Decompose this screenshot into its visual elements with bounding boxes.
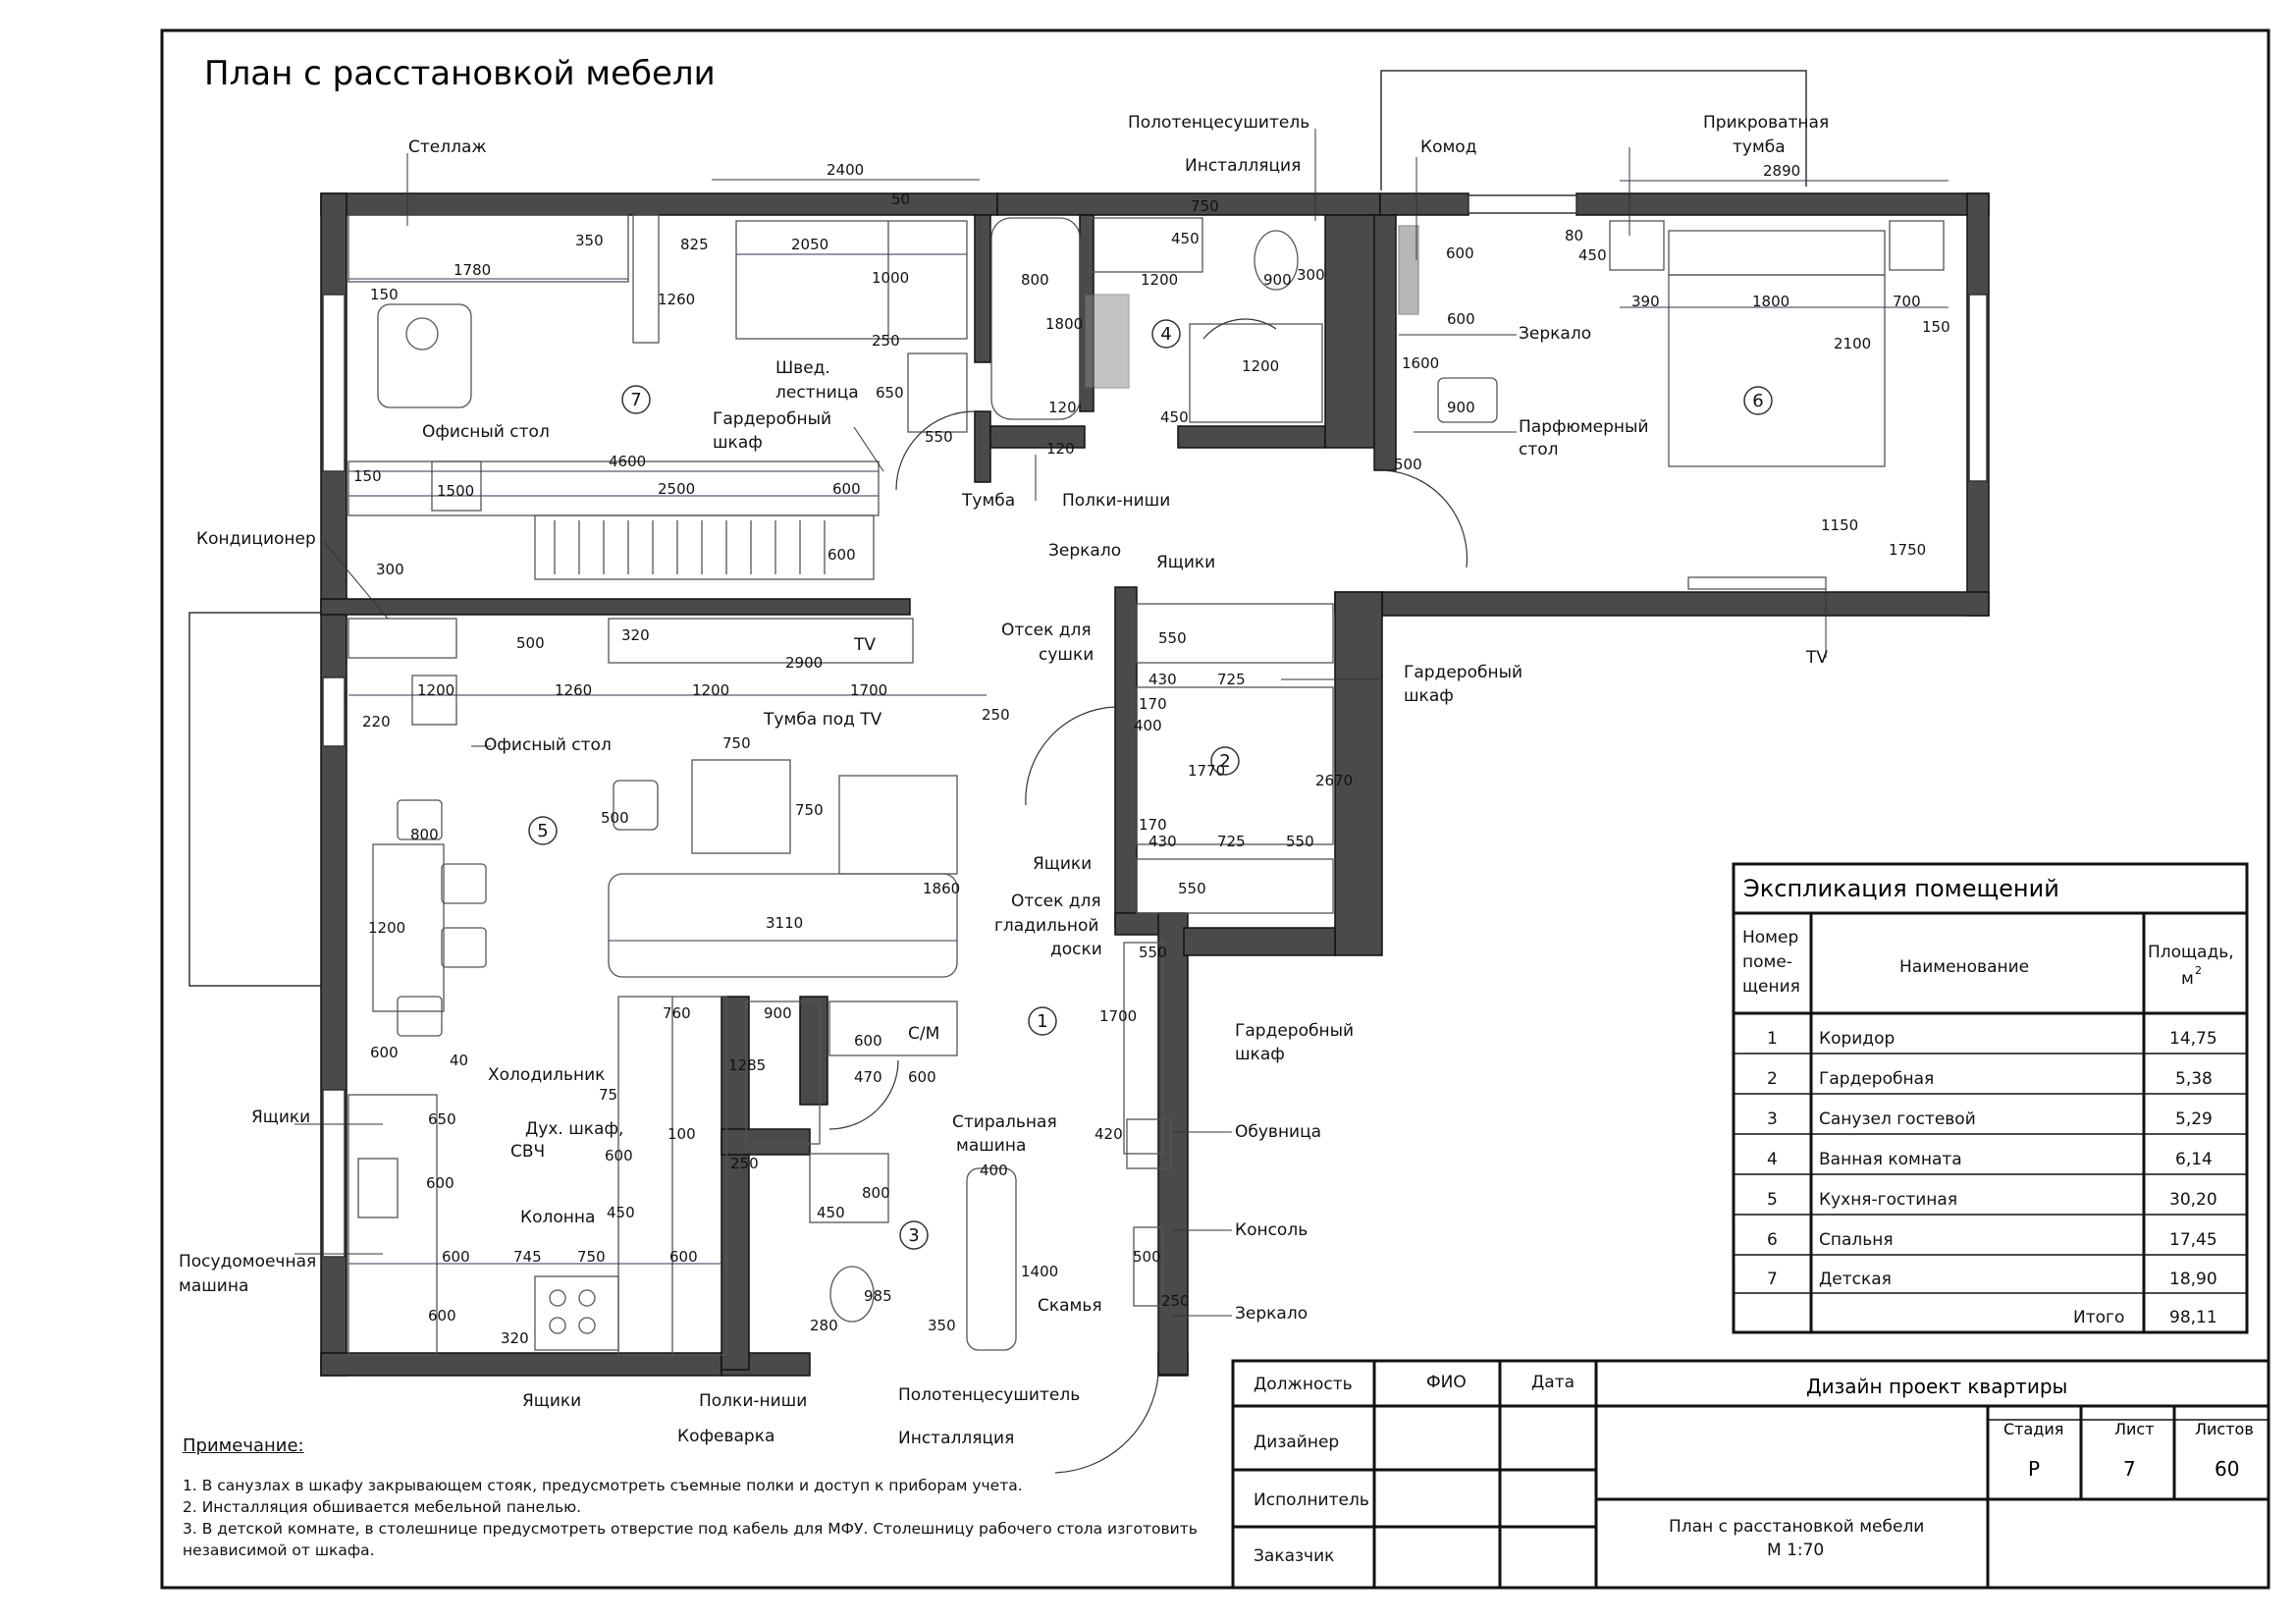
dim-label: 600	[605, 1147, 633, 1164]
explication-title: Экспликация помещений	[1743, 875, 2059, 902]
label-swedish-ladder-2: лестница	[775, 383, 859, 403]
room-markers	[529, 320, 1772, 1249]
dim-label: 750	[795, 801, 824, 819]
dim-label: 1260	[555, 681, 593, 699]
dim-label: 600	[442, 1248, 470, 1266]
room-2-number: 2	[1219, 751, 1231, 772]
dim-label: 750	[722, 734, 751, 752]
label-installation-top: Инсталляция	[1185, 156, 1302, 176]
explication-row-num: 3	[1767, 1109, 1778, 1129]
label-wardrobe7-2: шкаф	[713, 433, 763, 453]
label-ironing-1: Отсек для	[1011, 892, 1101, 911]
dim-label: 1860	[923, 880, 961, 897]
label-bench: Скамья	[1038, 1296, 1102, 1316]
dim-label: 450	[817, 1204, 845, 1221]
dim-label: 120	[1046, 440, 1075, 458]
dim-label: 600	[426, 1174, 454, 1192]
label-wardrobe1-2: шкаф	[1235, 1045, 1285, 1064]
explication-col-num-1: Номер	[1742, 928, 1799, 947]
tb-header-sheets: Листов	[2195, 1420, 2254, 1438]
explication-row-name: Санузел гостевой	[1819, 1109, 1976, 1129]
dim-label: 1780	[454, 261, 492, 279]
label-mirror-4: Зеркало	[1048, 541, 1122, 561]
explication-total-label: Итого	[2073, 1308, 2125, 1327]
tb-col-date: Дата	[1531, 1373, 1575, 1392]
dim-label: 1200	[417, 681, 455, 699]
dim-label: 825	[680, 236, 709, 253]
explication-row-num: 2	[1767, 1069, 1778, 1089]
explication-row-num: 5	[1767, 1190, 1778, 1210]
label-drawers-corridor: Ящики	[1156, 553, 1216, 572]
dim-label: 450	[1578, 246, 1607, 264]
dim-label: 2500	[658, 480, 696, 498]
label-wardrobe2-1: Гардеробный	[1404, 663, 1523, 682]
furniture	[348, 215, 1944, 1355]
explication-row-area: 30,20	[2169, 1190, 2217, 1210]
dim-label: 420	[1095, 1125, 1123, 1143]
room-1-number: 1	[1037, 1011, 1048, 1032]
label-drying-1: Отсек для	[1001, 621, 1092, 640]
label-shelves-3: Полки-ниши	[699, 1391, 808, 1411]
tb-role-client: Заказчик	[1254, 1546, 1335, 1566]
explication-col-area-sup: 2	[2195, 964, 2202, 977]
room-4-number: 4	[1160, 324, 1172, 345]
label-perfume-2: стол	[1519, 440, 1559, 460]
dim-label: 280	[810, 1317, 838, 1334]
dim-label: 400	[980, 1162, 1008, 1179]
dim-label: 220	[362, 713, 391, 730]
callouts	[179, 113, 1829, 1448]
dim-label: 320	[501, 1329, 529, 1347]
dim-label: 1800	[1045, 315, 1084, 333]
label-oven-1: Дух. шкаф,	[525, 1119, 624, 1139]
dim-label: 800	[862, 1184, 890, 1202]
dim-label: 450	[1160, 408, 1189, 426]
dim-label: 600	[669, 1248, 698, 1266]
label-drawers-2: Ящики	[1033, 854, 1093, 874]
tb-role-designer: Дизайнер	[1254, 1433, 1340, 1452]
tb-sheet: 7	[2123, 1457, 2136, 1481]
dim-label: 760	[663, 1004, 691, 1022]
label-bedside-2: тумба	[1733, 137, 1786, 157]
note-item: 3. В детской комнате, в столешнице предусмотреть отверстие под кабель для МФУ. Столешницу рабочего стола изготовить независимой от шкафа.	[183, 1520, 1198, 1559]
dim-label: 3110	[766, 914, 804, 932]
dim-label: 1600	[1402, 354, 1440, 372]
dim-label: 150	[353, 467, 382, 485]
dim-label: 450	[607, 1204, 635, 1221]
tb-stage: Р	[2028, 1457, 2041, 1481]
dim-label: 1260	[658, 291, 696, 308]
label-wardrobe2-2: шкаф	[1404, 686, 1454, 706]
explication-row-area: 5,38	[2175, 1069, 2213, 1089]
explication-row-area: 18,90	[2169, 1270, 2217, 1289]
explication-col-num-3: щения	[1742, 977, 1800, 997]
dim-label: 700	[1893, 293, 1921, 310]
label-tv-stand: Тумба под TV	[764, 710, 882, 730]
dim-label: 350	[928, 1317, 956, 1334]
explication-row-name: Ванная комната	[1819, 1150, 1962, 1169]
tb-header-stage: Стадия	[2003, 1420, 2064, 1438]
notes-block	[183, 1435, 1223, 1561]
dim-label: 250	[982, 706, 1010, 724]
dim-label: 150	[1922, 318, 1950, 336]
dim-label: 1800	[1752, 293, 1790, 310]
label-tv-5: TV	[854, 635, 877, 655]
dim-label: 2670	[1315, 772, 1354, 789]
tb-drawing-name: План с расстановкой мебели	[1669, 1517, 1925, 1537]
label-perfume-1: Парфюмерный	[1519, 417, 1649, 437]
explication-row-num: 7	[1767, 1270, 1778, 1289]
dim-label: 350	[575, 232, 604, 249]
label-installation-bottom: Инсталляция	[898, 1429, 1015, 1448]
dim-label: 1500	[437, 482, 475, 500]
dim-label: 650	[428, 1110, 456, 1128]
dim-label: 1200	[692, 681, 730, 699]
explication-row-name: Спальня	[1819, 1230, 1894, 1250]
dim-label: 320	[621, 626, 650, 644]
dim-label: 600	[1446, 244, 1474, 262]
dim-label: 650	[876, 384, 904, 402]
explication-row-num: 1	[1767, 1029, 1778, 1049]
dim-label: 80	[1565, 227, 1584, 244]
dim-label: 400	[1134, 717, 1162, 734]
dim-label: 500	[1394, 456, 1422, 473]
dim-label: 800	[410, 826, 439, 843]
dim-label: 900	[1263, 271, 1292, 289]
label-oven-2: СВЧ	[510, 1142, 546, 1162]
label-towel-dryer-bottom: Полотенцесушитель	[898, 1385, 1081, 1405]
dim-label: 985	[864, 1287, 892, 1305]
dim-label: 2100	[1834, 335, 1872, 352]
dim-label: 1700	[1099, 1007, 1138, 1025]
dim-label: 1200	[1141, 271, 1179, 289]
dim-label: 550	[1139, 944, 1167, 961]
dim-label: 300	[1297, 266, 1325, 284]
room-6-number: 6	[1752, 391, 1764, 411]
dim-label: 300	[376, 561, 404, 578]
balcony-outline	[189, 613, 322, 986]
label-washer-2: машина	[956, 1136, 1027, 1156]
explication-col-name: Наименование	[1899, 957, 2030, 977]
dim-label: 250	[1161, 1292, 1190, 1310]
label-drawers-bottom: Ящики	[522, 1391, 582, 1411]
dim-label: 800	[1021, 271, 1049, 289]
dim-label: 1700	[850, 681, 888, 699]
label-washer-1: Стиральная	[952, 1112, 1057, 1132]
label-shoe-cabinet: Обувница	[1235, 1122, 1322, 1142]
explication-row-name: Детская	[1819, 1270, 1892, 1289]
explication-row-num: 4	[1767, 1150, 1778, 1169]
dim-label: 2050	[791, 236, 829, 253]
dim-label: 750	[1191, 197, 1219, 215]
dim-label: 550	[1286, 833, 1314, 850]
dim-label: 500	[601, 809, 629, 827]
tb-col-fio: ФИО	[1426, 1373, 1467, 1392]
label-ironing-3: доски	[1050, 940, 1102, 959]
notes-title: Примечание:	[183, 1435, 304, 1456]
dim-label: 600	[1447, 310, 1475, 328]
dim-label: 1770	[1188, 762, 1226, 780]
dim-label: 600	[854, 1032, 882, 1050]
label-shelves-4: Полки-ниши	[1062, 491, 1171, 511]
dim-label: 150	[370, 286, 399, 303]
label-drawers-kitchen: Ящики	[251, 1108, 311, 1127]
dim-label: 1285	[728, 1056, 767, 1074]
explication-col-area-1: Площадь,	[2148, 943, 2234, 962]
label-wardrobe7-1: Гардеробный	[713, 409, 832, 429]
label-tv-6: TV	[1806, 648, 1829, 668]
tb-drawing-scale: М 1:70	[1767, 1541, 1825, 1560]
label-bedside-1: Прикроватная	[1703, 113, 1830, 133]
dim-label: 550	[1178, 880, 1206, 897]
label-dishwasher-1: Посудомоечная	[179, 1252, 317, 1271]
room-7-number: 7	[630, 390, 642, 410]
explication-total-value: 98,11	[2169, 1308, 2217, 1327]
explication-row-area: 14,75	[2169, 1029, 2217, 1049]
room-5-number: 5	[537, 821, 549, 841]
room-3-number: 3	[908, 1225, 920, 1246]
label-coffee-machine: Кофеварка	[677, 1427, 775, 1446]
label-air-conditioner: Кондиционер	[196, 529, 316, 549]
dim-label: 40	[450, 1052, 469, 1069]
explication-table	[1734, 864, 2247, 1332]
label-mirror-1: Зеркало	[1235, 1304, 1308, 1324]
dim-label: 750	[577, 1248, 606, 1266]
explication-col-num-2: поме-	[1742, 952, 1792, 972]
title-block	[1233, 1361, 2269, 1588]
dim-label: 1000	[872, 269, 910, 287]
dim-label: 1400	[1021, 1263, 1059, 1280]
label-swedish-ladder-1: Швед.	[775, 358, 830, 378]
dim-label: 725	[1217, 671, 1246, 688]
note-item: 2. Инсталляция обшивается мебельной панелью.	[183, 1498, 582, 1516]
label-washer-mark: С/М	[908, 1024, 940, 1044]
dim-label: 450	[1171, 230, 1200, 247]
dim-label: 4600	[609, 453, 647, 470]
dim-label: 550	[925, 428, 953, 446]
label-wardrobe1-1: Гардеробный	[1235, 1021, 1355, 1041]
dim-label: 600	[908, 1068, 936, 1086]
dim-label: 1750	[1889, 541, 1927, 559]
leader-lines	[294, 129, 1829, 1316]
label-stellazh: Стеллаж	[408, 137, 487, 157]
explication-col-area-2: м	[2181, 969, 2194, 989]
dim-label: 1200	[368, 919, 406, 937]
dim-label: 75	[599, 1086, 618, 1104]
tb-header-sheet: Лист	[2114, 1420, 2155, 1438]
dim-label: 120	[1048, 399, 1077, 416]
explication-row-area: 6,14	[2175, 1150, 2213, 1169]
explication-row-name: Гардеробная	[1819, 1069, 1935, 1089]
tb-role-executor: Исполнитель	[1254, 1490, 1369, 1510]
label-dishwasher-2: машина	[179, 1276, 249, 1296]
explication-row-name: Коридор	[1819, 1029, 1896, 1049]
explication-row-name: Кухня-гостиная	[1819, 1190, 1958, 1210]
dim-label: 50	[891, 190, 911, 208]
dim-label: 1150	[1821, 516, 1859, 534]
label-tumba-4: Тумба	[962, 491, 1016, 511]
dim-label: 600	[828, 546, 856, 564]
dim-label: 900	[1447, 399, 1475, 416]
explication-row-num: 6	[1767, 1230, 1778, 1250]
label-mirror-6: Зеркало	[1519, 324, 1592, 344]
tb-project-name: Дизайн проект квартиры	[1806, 1375, 2068, 1398]
dim-label: 390	[1631, 293, 1660, 310]
tb-sheets: 60	[2215, 1457, 2240, 1481]
explication-row-area: 17,45	[2169, 1230, 2217, 1250]
note-item: 1. В санузлах в шкафу закрывающем стояк, предусмотреть съемные полки и доступ к приборам учета.	[183, 1477, 1023, 1494]
label-drying-2: сушки	[1039, 645, 1095, 665]
label-column: Колонна	[520, 1208, 596, 1227]
explication-row-area: 5,29	[2175, 1109, 2213, 1129]
dim-label: 170	[1139, 816, 1167, 834]
dim-label: 2400	[827, 161, 865, 179]
dim-label: 550	[1158, 629, 1187, 647]
dim-label: 170	[1139, 695, 1167, 713]
dim-label: 250	[730, 1155, 759, 1172]
label-ironing-2: гладильной	[994, 916, 1099, 936]
sheet-title: План с расстановкой мебели	[204, 54, 716, 93]
label-office-desk-5: Офисный стол	[484, 735, 612, 755]
tb-col-role: Должность	[1254, 1375, 1353, 1394]
dim-label: 600	[832, 480, 861, 498]
dim-label: 430	[1148, 833, 1177, 850]
dim-label: 430	[1148, 671, 1177, 688]
dim-label: 500	[516, 634, 545, 652]
dim-label: 250	[872, 332, 900, 350]
label-towel-dryer-top: Полотенцесушитель	[1128, 113, 1310, 133]
dim-label: 745	[513, 1248, 542, 1266]
label-komod: Комод	[1420, 137, 1477, 157]
label-fridge: Холодильник	[488, 1065, 606, 1085]
dim-label: 2900	[785, 654, 824, 672]
label-office-desk-7: Офисный стол	[422, 422, 550, 442]
label-console: Консоль	[1235, 1220, 1308, 1240]
dim-label: 600	[370, 1044, 399, 1061]
dim-label: 725	[1217, 833, 1246, 850]
dim-label: 100	[667, 1125, 696, 1143]
dim-label: 500	[1133, 1248, 1161, 1266]
dim-label: 2890	[1763, 162, 1801, 180]
dim-label: 470	[854, 1068, 882, 1086]
dim-label: 600	[428, 1307, 456, 1325]
dim-label: 900	[764, 1004, 792, 1022]
dim-label: 1200	[1242, 357, 1280, 375]
